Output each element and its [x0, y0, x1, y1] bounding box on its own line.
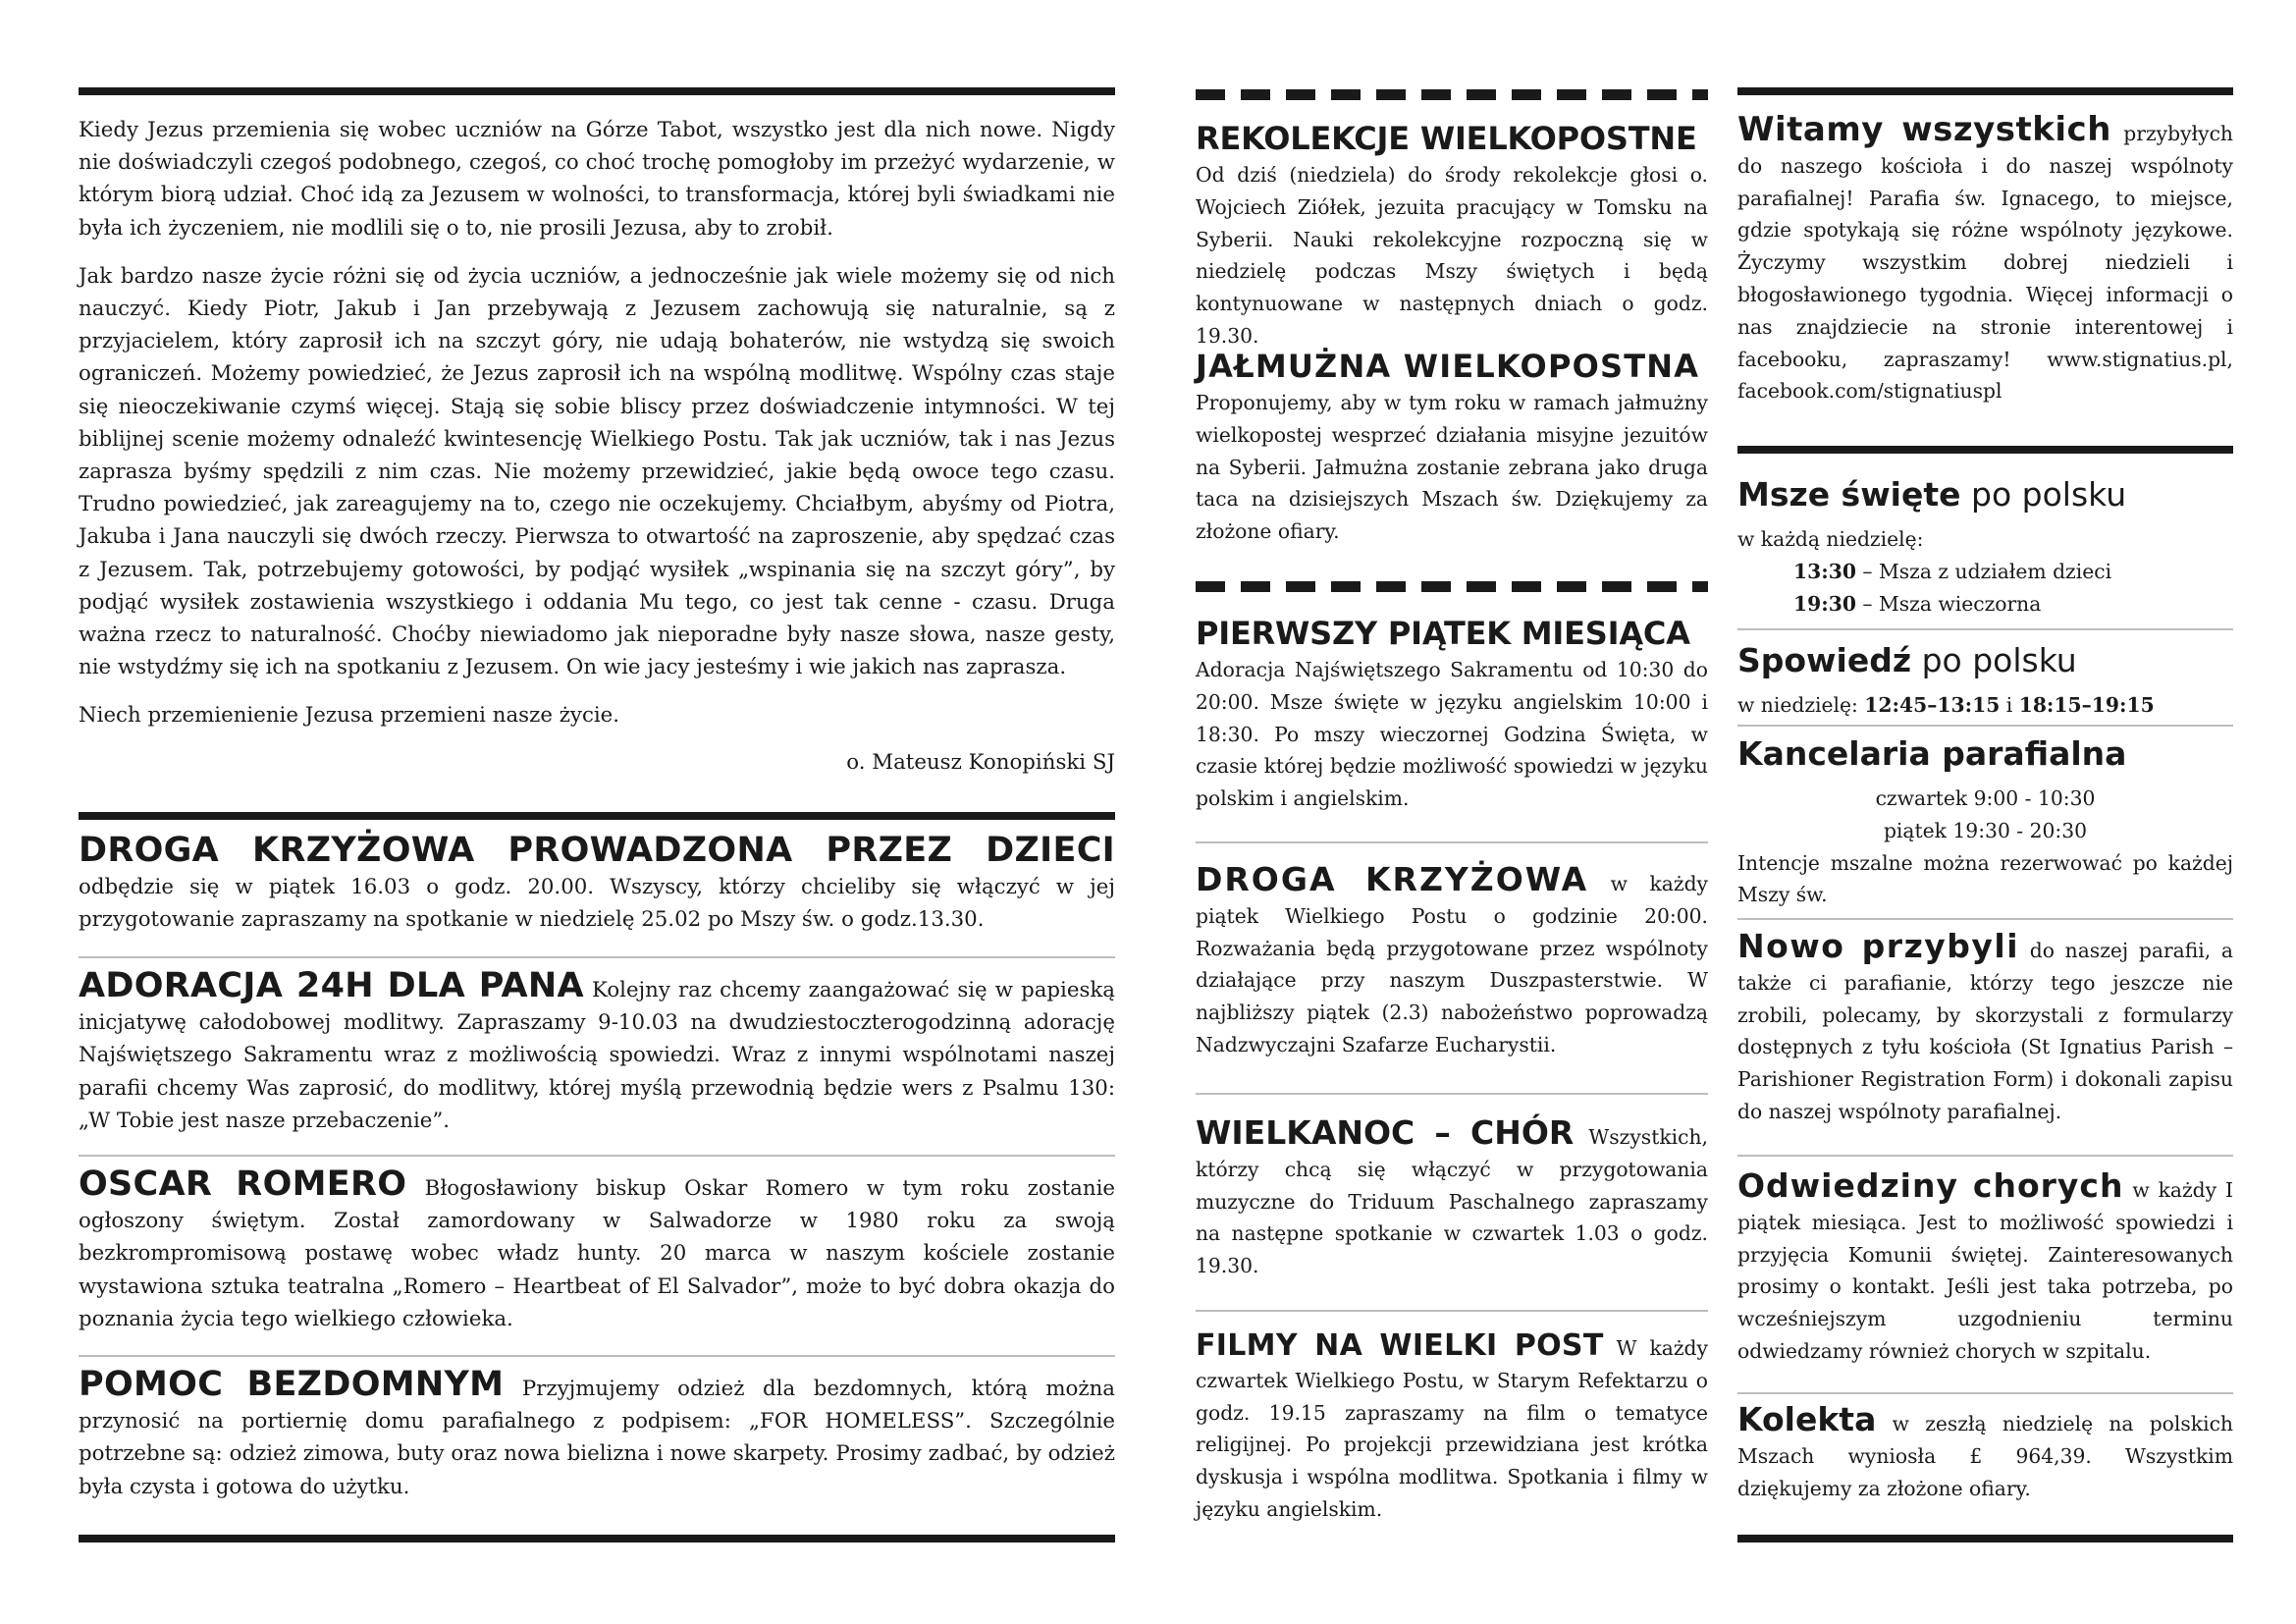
jalmuzna-notice [1196, 346, 1708, 548]
kancelaria-section [1737, 732, 2233, 911]
signature: o. Mateusz Konopiński SJ [846, 749, 1115, 775]
msze-item-2-desc: – Msza wieczorna [1855, 591, 2042, 616]
odwiedziny-notice [1737, 1166, 2233, 1368]
divider [1196, 1093, 1708, 1095]
nowo-text: do naszej parafii, a także ci parafianie, którzy tego jeszcze nie zrobili, polecamy, by skorzystali z formularzy dostępnych z tyłu kościoła (St Ignatius Parish – Parishioner Registration Form) i dokonali zapisu do naszej wspólnoty parafialnej. [1737, 939, 2233, 1123]
filmy-text: W każdy czwartek Wielkiego Postu, w Starym Refektarzu o godz. 19.15 zapraszamy na film o tematyce religijnej. Po projekcji przewidziana jest krótka dyskusja i wspólna modlitwa. Spotkania i filmy w języku angielskim. [1196, 1336, 1709, 1521]
kolekta-notice [1737, 1400, 2233, 1504]
adoracja-notice [79, 966, 1115, 1137]
divider [1737, 725, 2233, 727]
pomoc-notice [79, 1365, 1115, 1503]
kancelaria-text: Intencje mszalne można rezerwować po każdej Mszy św. [1737, 850, 2233, 907]
nowo-title: Nowo przybyli [1737, 927, 2020, 965]
divider [1737, 628, 2233, 630]
romero-text: Błogosławiony biskup Oskar Romero w tym roku zostanie ogłoszony świętym. Został zamordowany w Salwadorze w 1980 roku za swoją bezkrompromisową postawę wobec władz hunty. 20 marca w naszym kościele zostanie wystawiona sztuka teatralna „Romero – Heartbeat of El Salvador”, może to być dobra okazja do poznania życia tego wielkiego człowieka. [79, 1176, 1115, 1331]
divider [79, 1155, 1115, 1157]
spowiedz-time-1: 12:45–13:15 [1864, 693, 2001, 717]
msze-item-1 [1737, 556, 2233, 588]
filmy-title: FILMY NA WIELKI POST [1196, 1328, 1604, 1363]
dashed-rule [1196, 581, 1708, 592]
msze-intro: w każdą niedzielę: [1737, 527, 1924, 551]
piatek-title: PIERWSZY PIĄTEK MIESIĄCA [1196, 615, 1690, 652]
kancelaria-line-2: piątek 19:30 - 20:30 [1883, 818, 2088, 842]
dashed-rule [1196, 89, 1708, 100]
adoracja-title: ADORACJA 24H DLA PANA [79, 966, 584, 1005]
rekolekcje-text: Od dziś (niedziela) do środy rekolekcje głosi o. Wojciech Ziółek, jezuita pracujący w Tomsku na Syberii. Nauki rekolekcyjne rozpoczną się w niedzielę podczas Mszy świętych i będą kontynuowane w następnych dniach o godz. 19.30. [1196, 163, 1708, 348]
intro-article [79, 114, 1115, 779]
spowiedz-time-2: 18:15–19:15 [2018, 693, 2155, 717]
droga-dzieci-notice [79, 831, 1115, 937]
divider [79, 956, 1115, 958]
bottom-rule [79, 1535, 1115, 1543]
pomoc-title: POMOC BEZDOMNYM [79, 1365, 505, 1404]
droga-dzieci-text: odbędzie się w piątek 16.03 o godz. 20.00. Wszyscy, którzy chcieliby się włączyć w jej przygotowanie zapraszamy na spotkanie w niedzielę 25.02 po Mszy św. o godz.13.30. [79, 875, 1115, 933]
msze-title-suffix: po polsku [1960, 475, 2127, 514]
divider [1737, 1392, 2233, 1394]
romero-title: OSCAR ROMERO [79, 1164, 407, 1204]
droga-dzieci-title: DROGA KRZYŻOWA PROWADZONA PRZEZ DZIECI [79, 831, 1115, 870]
adoracja-text: Kolejny raz chcemy zaangażować się w papieską inicjatywę całodobowej modlitwy. Zapraszamy 9-10.03 na dwudziestoczterogodzinną adorację Najświętszego Sakramentu wraz z możliwością spowiedzi. Wraz z innymi wspólnotami naszej parafii chcemy Was zaprosić, do modlitwy, której myślą przewodnią będzie wers z Psalmu 130: „W Tobie jest nasze przebaczenie”. [79, 978, 1115, 1133]
wielkanoc-text: Wszystkich, którzy chcą się włączyć w przygotowania muzyczne do Triduum Paschalnego zapraszamy na następne spotkanie w czwartek 1.03 o godz. 19.30. [1196, 1125, 1708, 1278]
bottom-rule [1737, 1535, 2233, 1543]
odwiedziny-title: Odwiedziny chorych [1737, 1166, 2124, 1205]
piatek-notice [1196, 613, 1708, 815]
rekolekcje-title: REKOLEKCJE WIELKOPOSTNE [1196, 120, 1697, 157]
divider [1196, 841, 1708, 843]
spowiedz-and: i [2000, 693, 2019, 717]
intro-paragraph-1: Kiedy Jezus przemienia się wobec uczniów na Górze Tabot, wszystko jest dla nich nowe. Nigdy nie doświadczyli czegoś podobnego, czegoś, co choć trochę pomogłoby im przeżyć wydarzenie, w którym biorą udział. Choć idą za Jezusem w wolności, to transformacja, której byli świadkami nie była ich życzeniem, nie modlili się o to, nie prosili Jezusa, aby to zrobił. [79, 118, 1115, 241]
section-rule [79, 812, 1115, 820]
wielkanoc-title: WIELKANOC – CHÓR [1196, 1113, 1575, 1152]
jalmuzna-text: Proponujemy, aby w tym roku w ramach jałmużny wielkopostej wesprzeć działania misyjne jezuitów na Syberii. Jałmużna zostanie zebrana jako druga taca na dzisiejszych Mszach św. Dziękujemy za złożone ofiary. [1196, 391, 1708, 544]
spowiedz-section [1737, 639, 2233, 722]
divider [1196, 1310, 1708, 1312]
odwiedziny-text: w każdy I piątek miesiąca. Jest to możliwość spowiedzi i przyjęcia Komunii świętej. Zainteresowanych prosimy o kontakt. Jeśli jest taka potrzeba, po wcześniejszym uzgodnieniu terminu odwiedzamy również chorych w szpitalu. [1737, 1178, 2233, 1363]
witamy-notice [1737, 110, 2233, 407]
msze-item-1-desc: – Msza z udziałem dzieci [1855, 559, 2112, 583]
intro-paragraph-2: Jak bardzo nasze życie różni się od życia uczniów, a jednocześnie jak wiele możemy się od nich nauczyć. Kiedy Piotr, Jakub i Jan przebywają z Jezusem zachowują się naturalnie, są z przyjacielem, który zaprosił ich na szczyt góry, nie udają bohaterów, nie wstydzą się swoich ograniczeń. Możemy powiedzieć, że Jezus zaprosił ich na wspólną modlitwę. Wspólny czas staje się nieoczekiwanie czymś więcej. Stają się sobie bliscy przez doświadczenie intymności. W tej biblijnej scenie możemy odnaleźć kwintesencję Wielkiego Postu. Tak jak uczniów, tak i nas Jezus zaprasza byśmy spędzili z nim czas. Nie możemy przewidzieć, jakie będą owoce tego czasu. Trudno powiedzieć, jak zareagujemy na to, czego nie oczekujemy. Chciałbym, abyśmy od Piotra, Jakuba i Jana nauczyli się dwóch rzeczy. Pierwsza to otwartość na zaproszenie, aby spędzać czas z Jezusem. Tak, potrzebujemy gotowości, by podjąć wysiłek „wspinania się na szczyt góry”, by podjąć wysiłek zostawienia wszystkiego i oddania Mu tego, co jest tak cenne - czasu. Druga ważna rzecz to naturalność. Choćby niewiadomo jak nieporadne były nasze słowa, nasze gesty, nie wstydźmy się ich na spotkaniu z Jezusem. On wie jacy jesteśmy i wie jakich nas zaprasza. [79, 263, 1115, 680]
kolekta-title: Kolekta [1737, 1400, 1877, 1438]
msze-section [1737, 473, 2233, 620]
spowiedz-title: Spowiedź [1737, 641, 1912, 679]
msze-item-2-time: 19:30 [1793, 591, 1856, 616]
msze-item-1-time: 13:30 [1793, 559, 1856, 583]
kancelaria-title: Kancelaria parafialna [1737, 734, 2127, 773]
droga-title: DROGA KRZYŻOWA [1196, 860, 1589, 898]
filmy-notice [1196, 1330, 1708, 1526]
rekolekcje-notice [1196, 118, 1708, 352]
spowiedz-intro: w niedzielę: [1737, 693, 1865, 717]
droga-notice [1196, 860, 1709, 1061]
pomoc-text: Przyjmujemy odzież dla bezdomnych, którą można przynosić na portiernię domu parafialnego z podpisem: „FOR HOMELESS”. Szczególnie potrzebne są: odzież zimowa, buty oraz nowa bielizna i nowe skarpety. Prosimy zadbać, by odzież była czysta i gotowa do użytku. [79, 1377, 1115, 1499]
jalmuzna-title: JAŁMUŻNA WIELKOPOSTNA [1196, 348, 1700, 385]
kancelaria-line-1: czwartek 9:00 - 10:30 [1875, 786, 2096, 810]
msze-item-2 [1737, 588, 2233, 621]
wielkanoc-notice [1196, 1113, 1708, 1282]
divider [79, 1355, 1115, 1357]
witamy-title: Witamy wszystkich [1737, 110, 2111, 149]
romero-notice [79, 1164, 1115, 1335]
divider [1737, 918, 2233, 920]
top-rule [1737, 87, 2233, 95]
intro-paragraph-3: Niech przemienienie Jezusa przemieni nasze życie. [79, 703, 620, 729]
top-rule [79, 87, 1115, 95]
spowiedz-hours [1737, 689, 2233, 722]
spowiedz-title-suffix: po polsku [1911, 641, 2077, 679]
section-rule [1737, 446, 2233, 454]
piatek-text: Adoracja Najświętszego Sakramentu od 10:30 do 20:00. Msze święte w języku angielskim 10:00 i 18:30. Po mszy wieczornej Godzina Święta, w czasie której będzie możliwość spowiedzi w języku polskim i angielskim. [1196, 658, 1708, 811]
nowo-notice [1737, 927, 2233, 1128]
divider [1737, 1155, 2233, 1157]
droga-text: w każdy piątek Wielkiego Postu o godzinie 20:00. Rozważania będą przygotowane przez wspólnoty działające przy naszym Duszpasterstwie. W najbliższy piątek (2.3) nabożeństwo poprowadzą Nadzwyczajni Szafarze Eucharystii. [1196, 872, 1709, 1056]
kolekta-text: w zeszłą niedzielę na polskich Mszach wyniosła £ 964,39. Wszystkim dziękujemy za złożone ofiary. [1737, 1412, 2233, 1500]
msze-title: Msze święte [1737, 475, 1961, 514]
witamy-text: przybyłych do naszego kościoła i do naszej wspólnoty parafialnej! Parafia św. Ignacego, to miejsce, gdzie spotykają się różne wspólnoty językowe. Życzymy wszystkim dobrej niedzieli i błogosławionego tygodnia. Więcej informacji o nas znajdziecie na stronie interentowej i facebooku, zapraszamy! www.stignatius.pl, facebook.com/stignatiuspl [1737, 122, 2233, 404]
